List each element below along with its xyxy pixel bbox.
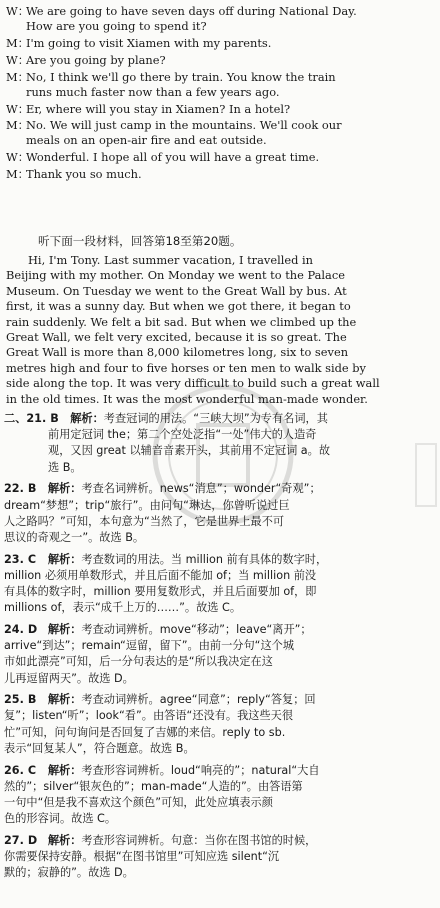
dialogue-turn [6, 102, 434, 117]
dialogue-line: Thank you so much. [26, 167, 142, 182]
passage-line: Great Wall, we felt very excited, because it is so great. The [6, 330, 347, 345]
analysis-label: 解析： [47, 482, 82, 496]
explanation-line: dream“梦想”；trip“旅行”。由问句“琳达，你曾听说过巨 [4, 498, 290, 512]
speaker-label: M： [6, 36, 30, 50]
passage-line: Hi, I'm Tony. Last summer vacation, I travelled in [28, 253, 314, 267]
question-number: 22. [4, 482, 24, 496]
question-number: 23. [4, 552, 24, 566]
passage-line: Beijing with my mother. On Monday we went to the Palace [6, 268, 345, 283]
explanation-line: 忙”可知，问句询问是否回复了吉娜的来信。reply to sb. [4, 725, 286, 739]
explanation-line: 色的形容词。故选 C。 [4, 812, 117, 826]
explanation-line: 考查形容词辨析。句意：当你在图书馆的时候， [81, 833, 317, 847]
analysis-label: 解析： [47, 763, 82, 777]
answer-item [4, 411, 436, 476]
passage-line: side along the top. It was very difficult to build such a great wall [6, 376, 380, 391]
explanation-line: 考查数词的用法。当 million 前有具体的数字时， [81, 552, 328, 566]
explanation-line: arrive“到达”；remain“逗留，留下”。由前一分句“这个城 [4, 639, 295, 653]
speaker-label: M： [6, 69, 30, 84]
dialogue-turn [6, 70, 434, 100]
dialogue-line: How are you going to spend it? [26, 19, 207, 33]
dialogue-turn [6, 4, 434, 34]
explanation-line: 人之路吗？”可知，本句意为“当然了，它是世界上最不可 [4, 514, 285, 528]
passage-line: Great Wall is more than 8,000 kilometres long, six to seven [6, 345, 349, 360]
question-number: 26. [4, 763, 24, 777]
speaker-label: M： [6, 118, 30, 133]
dialogue-line: meals on an open-air fire and eat outside. [26, 133, 267, 148]
dialogue-line: Wonderful. I hope all of you will have a great time. [26, 150, 320, 165]
answer-letter: B [27, 693, 37, 707]
answer-letter: B [27, 482, 37, 496]
explanation-line: 一句中“但是我不喜欢这个颜色”可知，此处应填表示颜 [4, 795, 273, 809]
dialogue-line: No. We will just camp in the mountains. We'll cook our [26, 118, 342, 133]
explanation-line: 思议的奇观之一”。故选 B。 [4, 530, 145, 544]
speaker-label: W： [6, 150, 30, 165]
explanation-line: millions of，表示“成千上万的……”。故选 C。 [4, 601, 242, 615]
dialogue-turn [6, 118, 434, 148]
answer-item [4, 833, 436, 882]
question-number: 25. [4, 693, 24, 707]
answer-item [4, 692, 436, 757]
question-number: 二、21. [4, 412, 47, 425]
answer-item [4, 763, 436, 828]
analysis-label: 解析： [47, 622, 82, 636]
speaker-label: W： [6, 4, 30, 18]
answer-letter: B [50, 412, 59, 425]
explanation-line: 考查冠词的用法。“三峡大坝”为专有名词，其 [103, 412, 328, 425]
dialogue-line: No, I think we'll go there by train. You know the train [26, 69, 336, 84]
dialogue-turn [6, 167, 434, 182]
speaker-label: M： [6, 167, 30, 182]
analysis-label: 解析： [47, 833, 82, 847]
listening-passage [6, 253, 436, 407]
explanation-line: 有具体的数字时，million 要用复数形式，并且后面要加 of，即 [4, 585, 317, 598]
passage-line: metres high and four to five horses or ten men to walk side by [6, 360, 366, 375]
explanation-line: 然的”；silver“银灰色的”；man-made“人造的”。由答语第 [4, 779, 303, 793]
dialogue-line: runs much faster now than a few years ago. [26, 84, 280, 99]
passage-line: Museum. On Tuesday we went to the Great Wall by bus. At [6, 283, 347, 298]
analysis-label: 解析： [47, 693, 82, 707]
dialogue-turn [6, 150, 434, 165]
question-number: 24. [4, 622, 24, 636]
explanation-line: 选 B。 [48, 460, 82, 474]
passage-line: rain suddenly. We felt a bit sad. But when we climbed up the [6, 314, 357, 329]
dialogue-line: Are you going by plane? [26, 52, 166, 67]
analysis-label: 解析： [70, 412, 104, 425]
dialogue-line: We are going to have seven days off during National Day. [26, 4, 357, 18]
passage-line: in the old times. It was the most wonderful man-made wonder. [6, 391, 368, 406]
dialogue-line: I'm going to visit Xiamen with my parents. [26, 36, 272, 50]
answer-letter: D [27, 622, 38, 636]
question-number: 27. [4, 833, 24, 847]
explanation-line: 儿再逗留两天”。故选 D。 [4, 671, 134, 685]
explanation-line: 你需要保持安静。根据“在图书馆里”可知应选 silent“沉 [4, 850, 280, 863]
explanation-line: 前用定冠词 the；第二个空处泛指“一处”伟大的人造奇 [48, 428, 317, 442]
dialogue-turn [6, 53, 434, 68]
answer-letter: C [27, 763, 37, 777]
explanation-line: 表示“回复某人”，符合题意。故选 B。 [4, 741, 195, 755]
answer-letter: C [27, 552, 37, 566]
explanation-line: 复”；listen“听”；look“看”。由答语“还没有。我这些天很 [4, 709, 294, 723]
explanation-line: 观，又因 great 以辅音音素开头，其前用不定冠词 a。故 [48, 444, 331, 458]
section-heading: 听下面一段材料，回答第18至第20题。 [38, 234, 242, 248]
explanation-line: million 必须用单数形式，并且后面不能加 of；当 million 前没 [4, 568, 317, 582]
explanation-line: 市如此漂亮”可知，后一分句表达的是“所以我决定在这 [4, 655, 273, 669]
explanation-line: 默的；寂静的”。故选 D。 [4, 866, 134, 880]
explanation-line: 考查动词辨析。move“移动”；leave“离开”； [81, 622, 312, 636]
speaker-label: W： [6, 101, 30, 116]
answer-item [4, 481, 436, 546]
passage-line: first, it was a sunny day. But when we got there, it began to [6, 299, 351, 314]
answer-letter: D [27, 833, 38, 847]
answer-item [4, 622, 436, 687]
analysis-label: 解析： [47, 552, 82, 566]
dialogue-line: Er, where will you stay in Xiamen? In a hotel? [26, 101, 291, 116]
speaker-label: W： [6, 52, 30, 67]
dialogue-turn [6, 36, 434, 51]
explanation-line: 考查名词辨析。news“消息”；wonder“奇观”； [81, 482, 321, 496]
explanation-line: 考查动词辨析。agree“同意”；reply“答复；回 [81, 693, 316, 707]
explanation-line: 考查形容词辨析。loud“响亮的”；natural“大自 [81, 763, 320, 777]
answer-item [4, 552, 436, 617]
